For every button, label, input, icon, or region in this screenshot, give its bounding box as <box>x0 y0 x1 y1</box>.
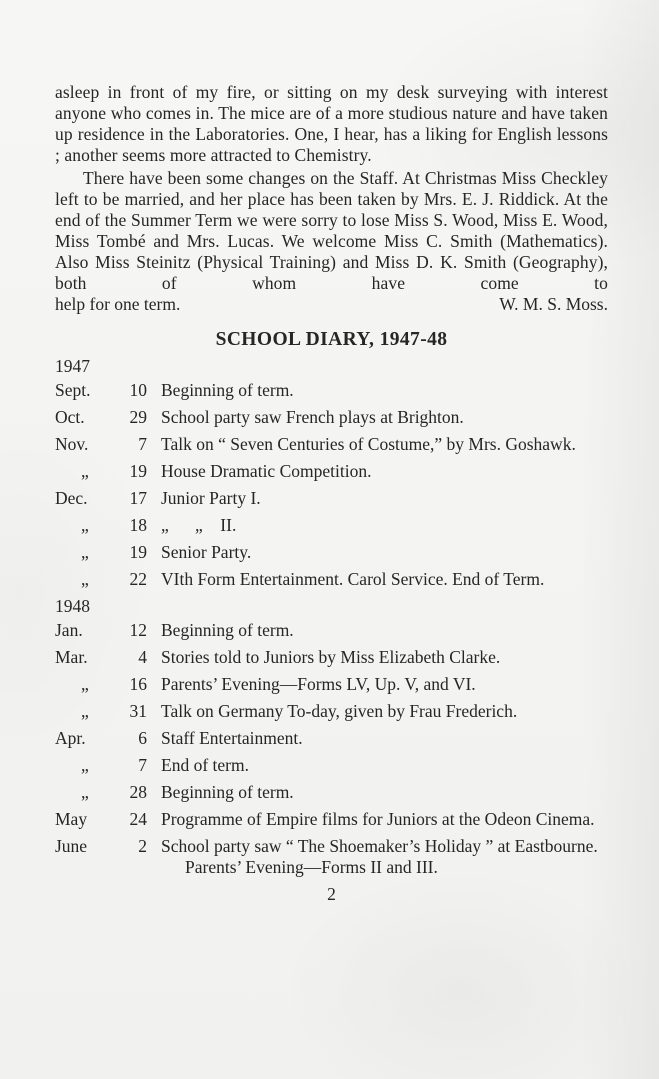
entry-description-text: Stories told to Juniors by Miss Elizabeth Clarke. <box>161 647 501 667</box>
entry-day: 19 <box>129 461 147 481</box>
entry-day: 22 <box>129 569 147 589</box>
entry-description-text: Senior Party. <box>161 542 252 562</box>
entry-day: 18 <box>129 515 147 535</box>
entry-month: Nov. <box>55 434 89 454</box>
entry-day: 7 <box>138 755 147 775</box>
entry-day: 6 <box>138 728 147 748</box>
diary-entry <box>55 380 608 401</box>
paragraph-staff-changes: There have been some changes on the Staff. At Christmas Miss Checkley left to be married, and her place has been taken by Mrs. E. J. Riddick. At the end of the Summer Term we were sorry to lose Miss S. Wood, Miss E. Wood, Miss Tombé and Mrs. Lucas. We welcome Miss C. Smith (Mathematics). Also Miss Steinitz (Physical Training) and Miss D. K. Smith (Geography), both of whom have come to <box>55 168 608 293</box>
entry-description-text: „ „ II. <box>161 515 237 535</box>
entry-description-text: Beginning of term. <box>161 380 294 400</box>
diary-entry <box>55 701 608 722</box>
entry-description <box>147 380 608 401</box>
entry-month: „ <box>81 674 89 694</box>
entry-description-text: School party saw French plays at Brighton. <box>161 407 464 427</box>
entry-description <box>147 782 608 803</box>
diary-heading: SCHOOL DIARY, 1947-48 <box>215 329 448 350</box>
diary-entry <box>55 755 608 776</box>
entry-month: „ <box>81 782 89 802</box>
entry-description-text: End of term. <box>161 755 249 775</box>
entry-day: 24 <box>129 809 147 829</box>
entry-day: 2 <box>138 836 147 856</box>
signature-line <box>55 294 608 315</box>
entry-day: 7 <box>138 434 147 454</box>
entry-day: 19 <box>129 542 147 562</box>
diary-entry <box>55 809 608 830</box>
page-content <box>55 82 608 905</box>
entry-description-text: Beginning of term. <box>161 620 294 640</box>
entry-description-text: Junior Party I. <box>161 488 261 508</box>
entry-description <box>147 434 608 455</box>
entry-description <box>147 515 608 536</box>
entry-month: Dec. <box>55 488 88 508</box>
entry-description <box>147 542 608 563</box>
entry-month: Mar. <box>55 647 88 667</box>
author-signature: W. M. S. Moss. <box>499 294 608 314</box>
diary-year: 1947 <box>55 356 90 376</box>
page-number: 2 <box>327 884 336 904</box>
entry-description <box>147 488 608 509</box>
entry-description <box>147 755 608 776</box>
diary-entry <box>55 647 608 668</box>
entry-description-text: Talk on “ Seven Centuries of Costume,” by Mrs. Goshawk. <box>161 434 576 454</box>
entry-description <box>147 620 608 641</box>
entry-description <box>147 809 608 830</box>
entry-description-text: Staff Entertainment. <box>161 728 303 748</box>
entry-description <box>147 461 608 482</box>
paragraph-staff-last-words: help for one term. <box>55 294 181 314</box>
entry-month: May <box>55 809 88 829</box>
diary-entry <box>55 620 608 641</box>
paragraph-mice: asleep in front of my fire, or sitting on my desk surveying with interest anyone who comes in. The mice are of a more studious nature and have taken up residence in the Laboratories. One, I hear, has a liking for English lessons ; another seems more attracted to Chemistry. <box>55 82 608 165</box>
entry-day: 28 <box>129 782 147 802</box>
diary-entry <box>55 836 608 878</box>
diary-entry <box>55 728 608 749</box>
entry-description-text: School party saw “ The Shoemaker’s Holiday ” at Eastbourne. <box>161 836 598 856</box>
diary-entry <box>55 488 608 509</box>
entry-description-text: House Dramatic Competition. <box>161 461 372 481</box>
entry-description <box>147 728 608 749</box>
entry-description <box>147 647 608 668</box>
entry-day: 29 <box>129 407 147 427</box>
entry-description-text: VIth Form Entertainment. Carol Service. End of Term. <box>161 569 545 589</box>
diary-year: 1948 <box>55 596 90 616</box>
entry-month: „ <box>81 569 89 589</box>
entry-day: 17 <box>129 488 147 508</box>
entry-day: 4 <box>138 647 147 667</box>
entry-description-text: Programme of Empire films for Juniors at the Odeon Cinema. <box>161 809 595 829</box>
diary-entry <box>55 515 608 536</box>
entry-month: Oct. <box>55 407 85 427</box>
entry-description <box>147 674 608 695</box>
entry-description-text: Parents’ Evening—Forms LV, Up. V, and VI. <box>161 674 476 694</box>
school-diary-list <box>55 356 608 878</box>
diary-entry <box>55 674 608 695</box>
entry-month: Sept. <box>55 380 91 400</box>
entry-description-text: Beginning of term. <box>161 782 294 802</box>
entry-description-text: Talk on Germany To-day, given by Frau Frederich. <box>161 701 518 721</box>
entry-month: „ <box>81 461 89 481</box>
entry-day: 10 <box>129 380 147 400</box>
entry-month: „ <box>81 755 89 775</box>
diary-entry <box>55 461 608 482</box>
entry-description <box>147 836 608 878</box>
diary-entry <box>55 434 608 455</box>
diary-entry <box>55 542 608 563</box>
entry-description-extra: Parents’ Evening—Forms II and III. <box>185 857 438 877</box>
entry-description <box>147 407 608 428</box>
entry-day: 12 <box>129 620 147 640</box>
diary-entry <box>55 569 608 590</box>
entry-day: 31 <box>129 701 147 721</box>
entry-description <box>147 701 608 722</box>
entry-description <box>147 569 608 590</box>
entry-month: Apr. <box>55 728 86 748</box>
entry-month: „ <box>81 701 89 721</box>
diary-entry <box>55 782 608 803</box>
entry-month: „ <box>81 542 89 562</box>
entry-month: June <box>55 836 88 856</box>
diary-entry <box>55 407 608 428</box>
entry-month: Jan. <box>55 620 83 640</box>
entry-day: 16 <box>129 674 147 694</box>
entry-month: „ <box>81 515 89 535</box>
